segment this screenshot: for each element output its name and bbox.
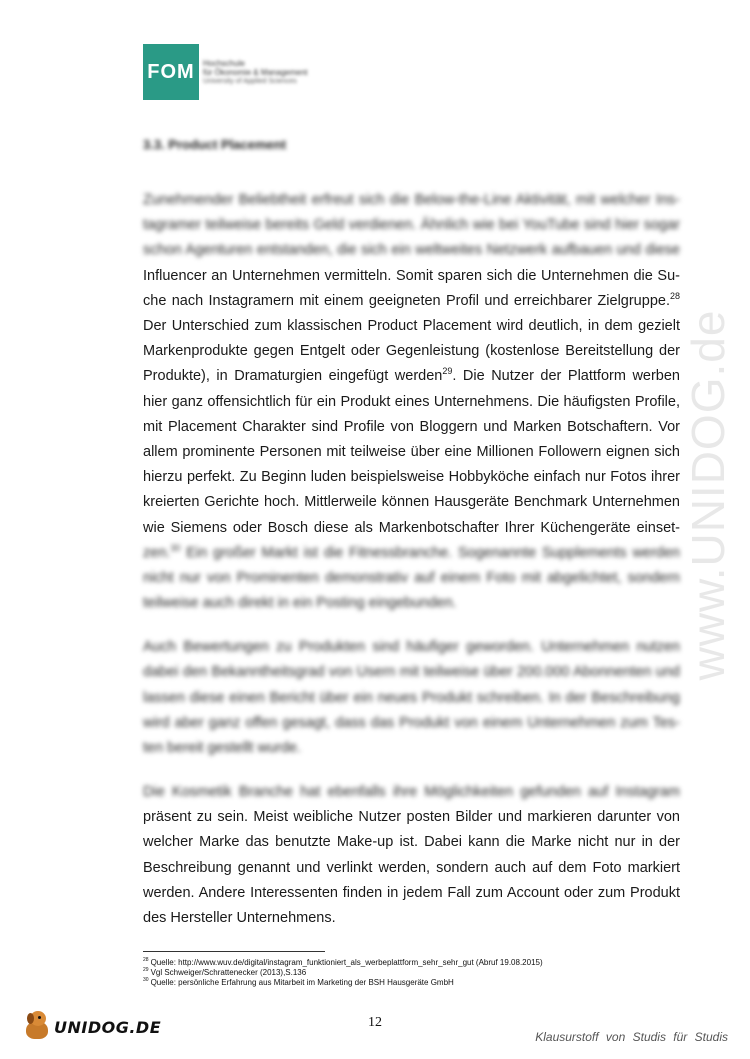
body-line: kreierten Gerichte hoch. Mittlerweile können Hausgeräte Benchmark Unternehmen	[143, 494, 680, 511]
body-line: ten bereit gestellt wurde.	[143, 740, 301, 756]
body-line: che nach Instagramern mit einem geeigneten Profil und erreichbarer Zielgruppe.$^{28}$	[143, 290, 680, 309]
body-line: Markenprodukte gegen Entgelt oder Gegenleistung (kostenlose Bereitstellung der	[143, 343, 680, 360]
footnote-ref: 28	[669, 290, 680, 301]
body-line: dabei den Bekanntheitsgrad von Usern mit teilweise über 200.000 Abonnenten und	[143, 664, 680, 681]
footer-tagline: Klausurstoff von Studis für Studis	[535, 1030, 728, 1044]
body-line: teilweise auch direkt in ein Posting eingebunden.	[143, 595, 457, 612]
body-line: lassen diese einen Bericht über ein neues Produkt schreiben. In der Beschreibung	[143, 689, 680, 706]
body-line: zen.$^{30}$ Ein großer Markt ist die Fitnessbranche. Sogenannte Supplements werden	[143, 542, 680, 561]
body-line: Auch Bewertungen zu Produkten sind häufiger geworden. Unternehmen nutzen	[143, 639, 680, 656]
fom-logo-mark: FOM	[143, 44, 199, 100]
body-line: Influencer an Unternehmen vermitteln. Somit sparen sich die Unternehmen die Su-	[143, 267, 680, 284]
body-line: Zunehmender Beliebtheit erfreut sich die Below-the-Line Aktivität, mit welcher Ins-	[143, 192, 680, 208]
body-line: mit Placement Charakter sind Profile von Bloggern und Marken Botschaftern. Vor	[143, 418, 680, 435]
footnote-ref: 30	[170, 542, 181, 553]
body-line: Beschreibung genannt und verlinkt werden, sondern auch auf dem Foto markiert	[143, 859, 680, 876]
fom-logo	[143, 44, 308, 100]
body-line: schon Agenturen entstanden, die sich ein weltweites Netzwerk aufbauen und diese	[143, 242, 680, 259]
footnote: $^{29}$ Vgl Schweiger/Schrattenecker (2013),S.136	[143, 967, 307, 977]
body-line: des Hersteller Unternehmens.	[143, 910, 336, 926]
body-line: allem prominente Personen mit teilweise über eine Millionen Followern eignen sich	[143, 444, 680, 460]
body-line: tagramer teilweise bereits Geld verdienen. Ähnlich wie bei YouTube sind hier sogar	[143, 217, 680, 234]
page-number: 12	[368, 1015, 382, 1030]
brand-name: UNIDOG.DE	[54, 1017, 162, 1037]
body-line: Produkte), in Dramaturgien eingefügt werden$^{29}$. Die Nutzer der Plattform werben	[143, 366, 680, 385]
body-line: welcher Marke das benutzte Make-up ist. Dabei kann die Marke nicht nur in der	[143, 834, 680, 851]
footnote: $^{30}$ Quelle: persönliche Erfahrung aus Mitarbeit im Marketing der BSH Hausgeräte GmbH	[143, 977, 454, 987]
footnote-divider	[143, 951, 325, 952]
body-line: Der Unterschied zum klassischen Product Placement wird deutlich, in dem gezielt	[143, 318, 680, 334]
body-line: nicht nur von Prominenten demonstrativ auf einem Foto mit abgelichtet, sondern	[143, 570, 680, 586]
body-line: werden. Andere Interessenten finden in jedem Fall zum Account oder zum Produkt	[143, 884, 680, 901]
body-line: wird aber ganz offen gesagt, dass das Produkt von einem Unternehmen zum Tes-	[143, 714, 680, 731]
section-heading: 3.3. Product Placement	[143, 137, 287, 152]
footnote: $^{28}$ Quelle: http://www.wuv.de/digital/instagram_funktioniert_als_werbeplattform_sehr_sehr_gut (Abruf 19.08.2015)	[143, 957, 543, 967]
body-line: präsent zu sein. Meist weibliche Nutzer posten Bilder und markieren darunter von	[143, 809, 680, 826]
body-line: hier ganz offensichtlich für ein Produkt eines Unternehmens. Die häufigsten Profile,	[143, 393, 680, 410]
body-line: hierzu perfekt. Zu Beginn luden beispielsweise Hobbyköche einfach nur Fotos ihrer	[143, 469, 680, 486]
watermark: www.UNIDOG.de	[682, 309, 734, 681]
body-line: wie Siemens oder Bosch diese als Markenbotschafter Ihrer Küchengeräte einset-	[143, 519, 680, 536]
body-line: Die Kosmetik Branche hat ebenfalls ihre Möglichkeiten gefunden auf Instagram	[143, 784, 680, 800]
fom-logo-text: Hochschule für Ökonomie & Management University of Applied Sciences	[203, 58, 308, 85]
footnote-ref: 29	[442, 366, 453, 377]
